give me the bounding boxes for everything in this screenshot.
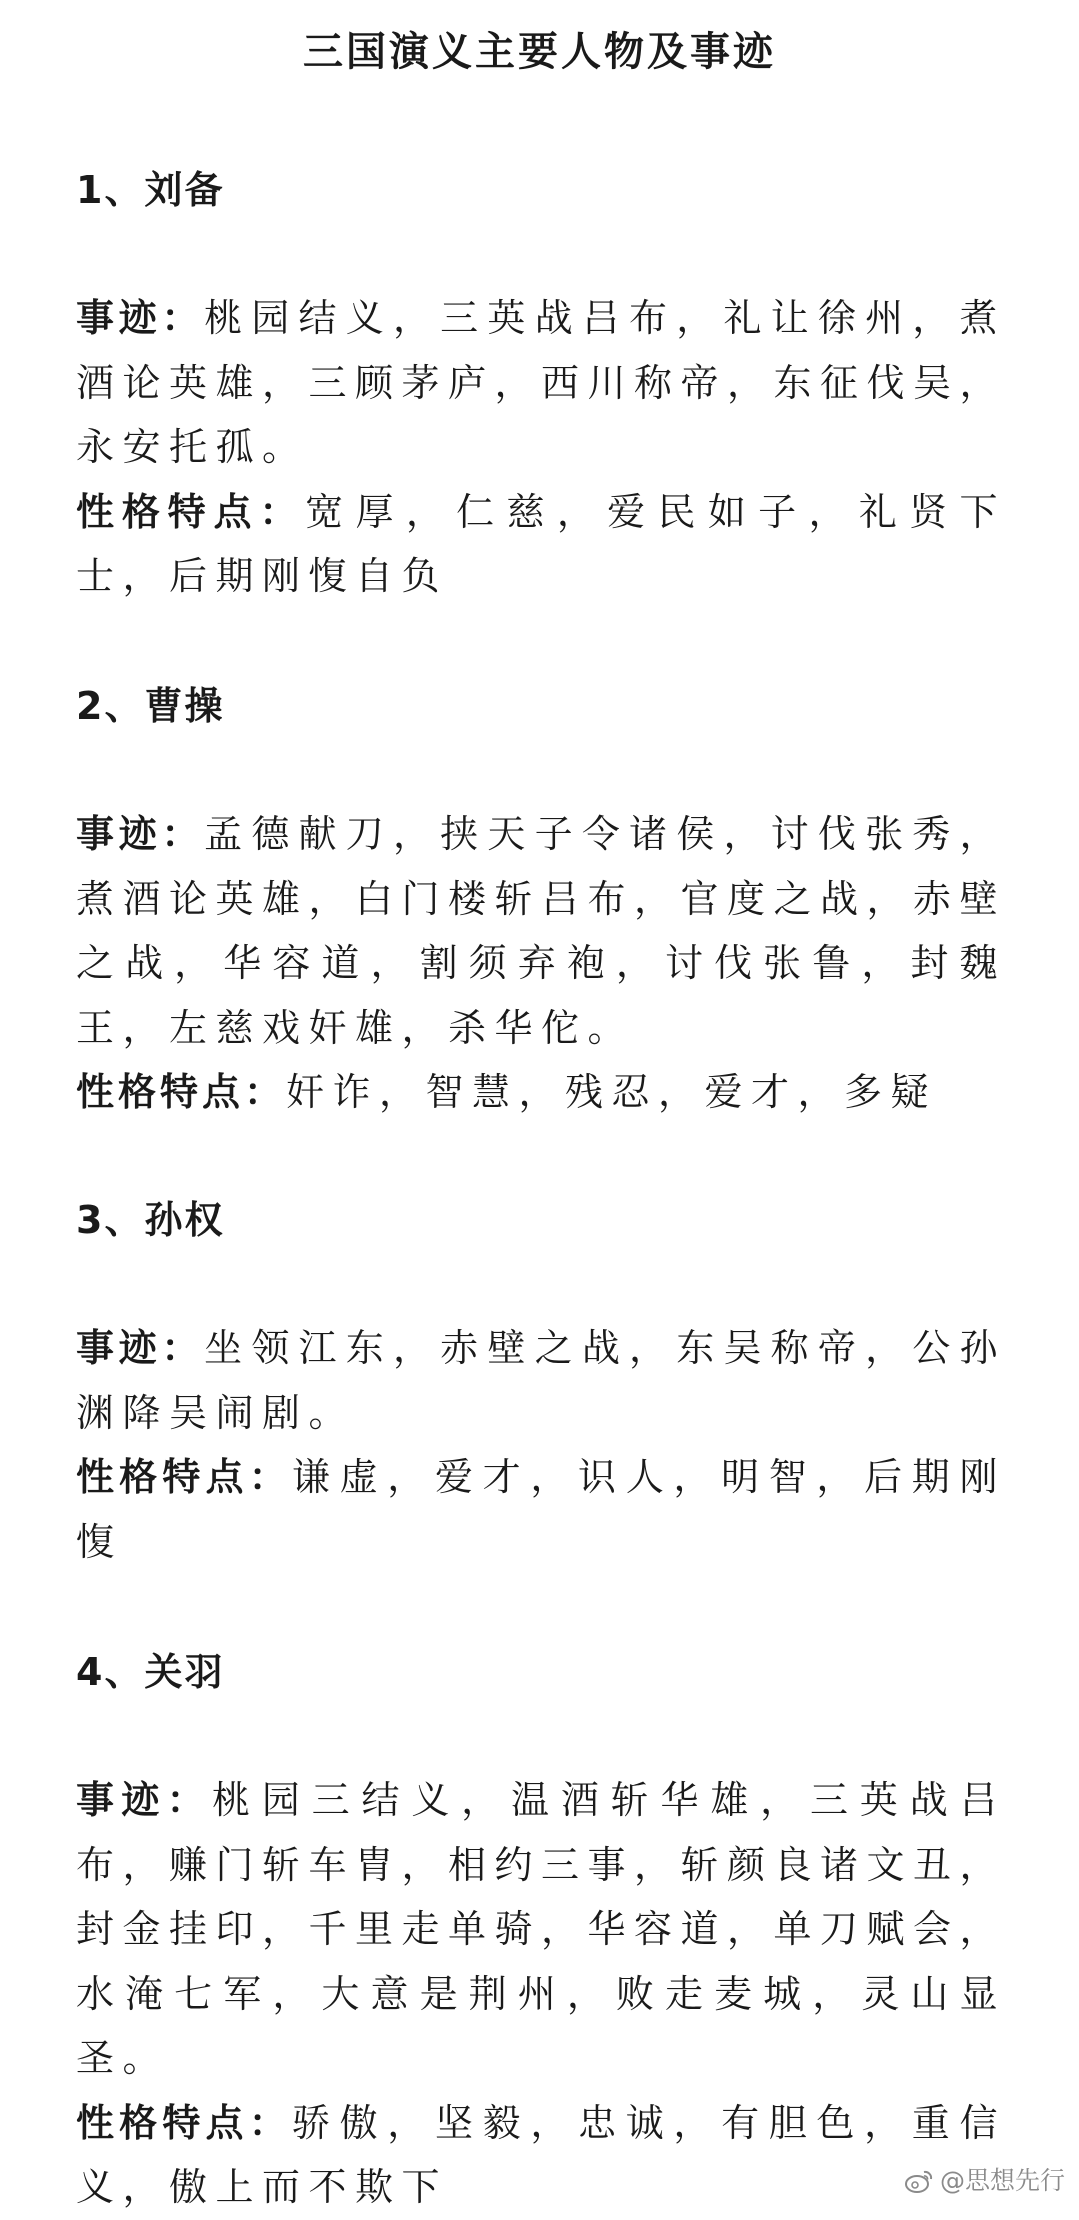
watermark-text: @思想先行 xyxy=(939,2166,1065,2195)
section-heading: 2、曹操 xyxy=(76,684,225,728)
traits-paragraph xyxy=(76,1060,1006,1125)
deeds-label: 事迹： xyxy=(76,1326,205,1370)
traits-label: 性格特点： xyxy=(76,489,306,534)
deeds-text: 桃园结义，三英战吕布，礼让徐州，煮酒论英雄，三顾茅庐，西川称帝，东征伐吴，永安托孤。 xyxy=(76,296,1007,469)
traits-text: 骄傲，坚毅，忠诚，有胆色，重信义，傲上而不欺下 xyxy=(76,2100,1006,2209)
deeds-text: 孟德献刀，挟天子令诸侯，讨伐张秀，煮酒论英雄，白门楼斩吕布，官度之战，赤壁之战，华容道，割须弃袍，讨伐张鲁，封魏王，左慈戏奸雄，杀华佗。 xyxy=(76,812,1007,1050)
deeds-text: 桃园三结义，温酒斩华雄，三英战吕布，赚门斩车胄，相约三事，斩颜良诸文丑，封金挂印，千里走单骑，华容道，单刀赋会，水淹七军，大意是荆州，败走麦城，灵山显圣。 xyxy=(76,1778,1007,2080)
deeds-paragraph xyxy=(76,286,1006,480)
section-heading: 3、孙权 xyxy=(76,1198,225,1242)
deeds-text: 坐领江东，赤壁之战，东吴称帝，公孙渊降吴闹剧。 xyxy=(76,1326,1006,1435)
traits-paragraph xyxy=(76,2091,1006,2220)
character-section-liubei xyxy=(76,160,1006,609)
page-title: 三国演义主要人物及事迹 xyxy=(303,29,776,75)
deeds-paragraph xyxy=(76,1768,1006,2091)
deeds-label: 事迹： xyxy=(76,296,205,340)
character-section-sunquan xyxy=(76,1190,1006,1574)
character-section-caocao xyxy=(76,676,1006,1125)
weibo-icon xyxy=(904,2168,934,2194)
watermark xyxy=(904,2164,1065,2198)
traits-text: 谦虚，爱才，识人，明智，后期刚愎 xyxy=(76,1455,1006,1564)
section-heading: 1、刘备 xyxy=(76,168,225,212)
traits-text: 宽厚，仁慈，爱民如子，礼贤下士，后期刚愎自负 xyxy=(76,489,1006,598)
deeds-paragraph xyxy=(76,1316,1006,1445)
traits-label: 性格特点： xyxy=(76,1070,287,1114)
traits-paragraph xyxy=(76,480,1006,609)
character-section-guanyu xyxy=(76,1642,1006,2220)
deeds-paragraph xyxy=(76,802,1006,1060)
traits-paragraph xyxy=(76,1445,1006,1574)
traits-label: 性格特点： xyxy=(76,1455,292,1499)
traits-label: 性格特点： xyxy=(76,2100,292,2145)
traits-text: 奸诈，智慧，残忍，爱才，多疑 xyxy=(286,1070,938,1114)
deeds-label: 事迹： xyxy=(76,1778,212,1822)
section-heading: 4、关羽 xyxy=(76,1650,225,1694)
deeds-label: 事迹： xyxy=(76,812,205,856)
